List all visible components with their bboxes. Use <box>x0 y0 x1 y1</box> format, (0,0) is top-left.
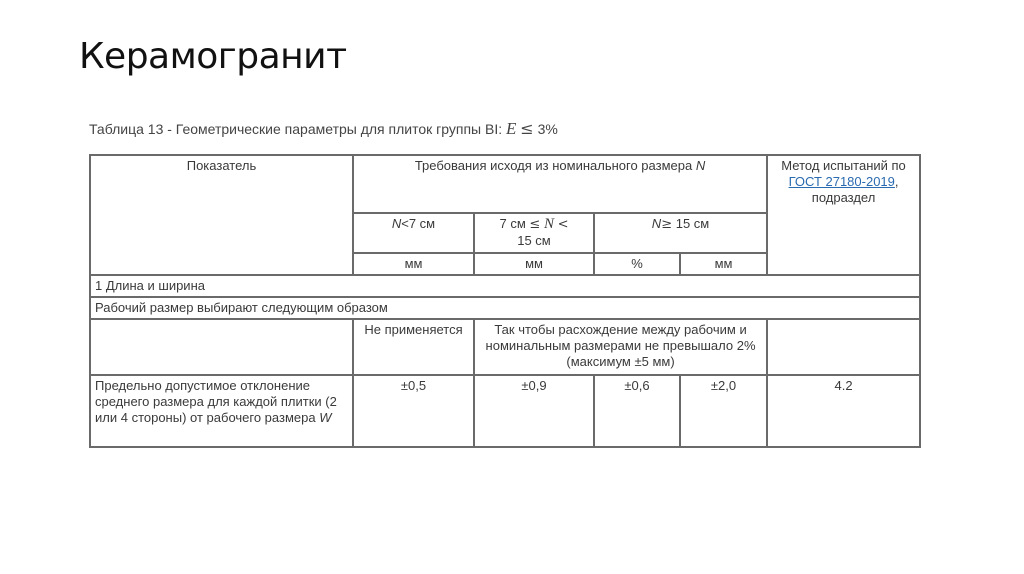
table-caption <box>89 119 558 139</box>
value-lt7: ±0,5 <box>353 375 474 447</box>
table-section-row <box>90 275 920 297</box>
slide-title: Керамогранит <box>79 36 347 77</box>
unit-cell-2: мм <box>474 253 594 275</box>
caption-text: Таблица 13 - Геометрические параметры для плиток группы BI: <box>89 121 503 137</box>
caption-variable: E <box>506 119 517 138</box>
unit-cell-1: мм <box>353 253 474 275</box>
ratio-requirement-cell: Так чтобы расхождение между рабочим и номинальным размерами не превышало 2% (максимум ±5 мм) <box>474 319 767 375</box>
geometry-table <box>89 154 921 448</box>
deviation-text: Предельно допустимое отклонение среднего размера для каждой плитки (2 или 4 стороны) от рабочего размера <box>95 378 337 425</box>
header-method <box>767 155 920 275</box>
method-subsection: 4.2 <box>767 375 920 447</box>
deviation-var: W <box>319 410 332 425</box>
table-header-row <box>90 155 920 213</box>
header-requirements <box>353 155 767 213</box>
header-method-suffix: , подраздел <box>811 174 899 205</box>
subheader-7to15-lt: < <box>557 217 569 232</box>
subheader-7to15-post: 15 см <box>517 233 551 248</box>
empty-method-cell <box>767 319 920 375</box>
header-requirements-var: N <box>695 158 706 173</box>
working-size-text: Рабочий размер выбирают следующим образом <box>90 297 920 319</box>
unit-cell-3: % <box>594 253 680 275</box>
subheader-ge15-text: 15 см <box>675 216 710 231</box>
section-title: 1 Длина и ширина <box>90 275 920 297</box>
subheader-ge15-op: ≥ <box>661 217 673 232</box>
empty-cell <box>90 319 353 375</box>
header-indicator: Показатель <box>90 155 353 275</box>
unit-cell-4: мм <box>680 253 767 275</box>
value-7to15: ±0,9 <box>474 375 594 447</box>
subheader-lt7-var: N <box>391 216 402 231</box>
caption-value: 3% <box>537 121 558 137</box>
caption-operator: ≤ <box>520 119 534 138</box>
subheader-7to15-pre: 7 см <box>499 216 526 231</box>
deviation-description <box>90 375 353 447</box>
header-requirements-text: Требования исходя из номинального размера <box>414 158 693 173</box>
subheader-ge15 <box>594 213 767 253</box>
subheader-lt7-text: <7 см <box>401 216 436 231</box>
subheader-7to15-var: N <box>543 216 554 232</box>
subheader-7to15 <box>474 213 594 253</box>
subheader-lt7 <box>353 213 474 253</box>
subheader-7to15-le: ≤ <box>529 217 541 232</box>
value-ge15-percent: ±0,6 <box>594 375 680 447</box>
gost-link[interactable]: ГОСТ 27180-2019 <box>788 174 895 189</box>
table-not-applied-row <box>90 319 920 375</box>
header-method-text: Метод испытаний по <box>781 158 906 173</box>
not-applied-cell: Не применяется <box>353 319 474 375</box>
table-deviation-row <box>90 375 920 447</box>
subheader-ge15-var: N <box>651 216 662 231</box>
table-working-size-row <box>90 297 920 319</box>
value-ge15-mm: ±2,0 <box>680 375 767 447</box>
